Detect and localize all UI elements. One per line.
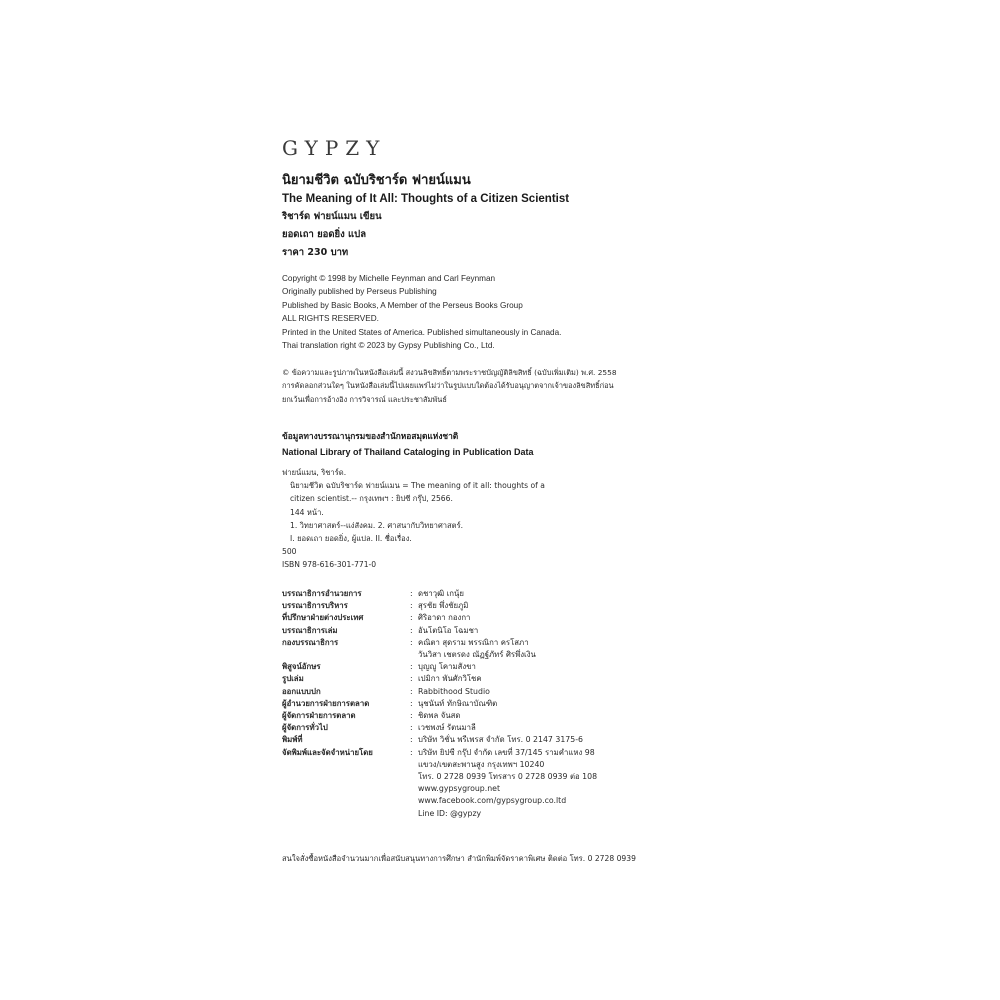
colon: : — [410, 589, 413, 598]
credit-value-wrap — [410, 625, 742, 637]
credit-row — [282, 661, 742, 673]
credit-value: เปมิกา พันศักวิโชค — [418, 674, 482, 684]
credit-row — [282, 698, 742, 710]
credit-row — [282, 600, 742, 612]
copyright-notice-thai — [282, 366, 722, 406]
credit-row — [282, 612, 742, 624]
colon: : — [410, 601, 413, 611]
credit-value: วันวิสา เชตรดง ณัฏฐ์ภัทร์ ศิรพึ่งเงิน — [418, 650, 536, 660]
credit-value: เวชพงษ์ รัตนมาลี — [418, 723, 476, 733]
title-block — [282, 170, 742, 262]
copyright-line: Printed in the United States of America. Published simultaneously in Canada. — [282, 327, 562, 337]
cip-heading — [282, 428, 722, 460]
book-title-english: The Meaning of It All: Thoughts of a Citizen Scientist — [282, 193, 570, 205]
credit-value: ดชาวุฒิ เกนุ้ย — [418, 589, 464, 598]
price-line: ราคา 230 บาท — [282, 247, 349, 258]
credit-label: บรรณาธิการบริหาร — [282, 601, 348, 611]
credit-row — [282, 747, 742, 759]
author-line: ริชาร์ด ฟายน์แมน เขียน — [282, 211, 382, 222]
colon: : — [410, 674, 413, 684]
credits-list — [282, 588, 742, 820]
publisher-phone: โทร. 0 2728 0939 โทรสาร 0 2728 0939 ต่อ 108 — [418, 772, 598, 782]
credit-value-wrap — [410, 661, 742, 673]
credit-value-wrap — [410, 673, 742, 685]
credit-value-wrap — [410, 710, 742, 722]
book-title-thai: นิยามชีวิต ฉบับริชาร์ด ฟายน์แมน — [282, 173, 471, 188]
credit-label: ออกแบบปก — [282, 686, 321, 696]
cip-line: นิยามชีวิต ฉบับริชาร์ด ฟายน์แมน = The meaning of it all: thoughts of a — [290, 481, 545, 491]
credit-label: บรรณาธิการอำนวยการ — [282, 589, 362, 598]
credit-value: นุชนันท์ ทักษิณาบัณฑิต — [418, 698, 498, 708]
credit-label: บรรณาธิการเล่ม — [282, 625, 338, 635]
credit-row — [282, 649, 742, 661]
colon: : — [410, 747, 413, 757]
credit-row — [282, 686, 742, 698]
credit-label: จัดพิมพ์และจัดจำหน่ายโดย — [282, 747, 373, 757]
notice-line: การคัดลอกส่วนใดๆ ในหนังสือเล่มนี้ไปเผยแพร่ไม่ว่าในรูปแบบใดต้องได้รับอนุญาตจากเจ้าของลิขสิทธิ์ก่อน — [282, 381, 614, 391]
credit-value-wrap — [410, 600, 742, 612]
colon: : — [410, 662, 413, 672]
notice-line: ยกเว้นเพื่อการอ้างอิง การวิจารณ์ และประชาสัมพันธ์ — [282, 394, 447, 404]
cip-record — [282, 466, 722, 572]
publisher-address: แขวง/เขตสะพานสูง กรุงเทพฯ 10240 — [418, 759, 545, 769]
credit-value-wrap — [410, 588, 742, 600]
cip-line: ฟายน์แมน, ริชาร์ด. — [282, 468, 347, 477]
credit-value-wrap — [410, 747, 742, 759]
credit-value-wrap — [410, 722, 742, 734]
cip-line: citizen scientist.-- กรุงเทพฯ : ยิปซี กรุ๊ป, 2566. — [290, 494, 453, 504]
credit-value-wrap — [410, 612, 742, 624]
colon: : — [410, 698, 413, 708]
notice-line: © ข้อความและรูปภาพในหนังสือเล่มนี้ สงวนลิขสิทธิ์ตามพระราชบัญญัติลิขสิทธิ์ (ฉบับเพิ่มเติม) พ.ศ. 2558 — [282, 368, 617, 377]
cip-line: 1. วิทยาศาสตร์--แง่สังคม. 2. ศาสนากับวิทยาศาสตร์. — [290, 520, 464, 530]
credit-label: ที่ปรึกษาฝ่ายต่างประเทศ — [282, 613, 364, 623]
credit-row — [282, 710, 742, 722]
credit-value: อันโตนิโอ โฉมชา — [418, 625, 479, 635]
credit-row — [282, 673, 742, 685]
translator-line: ยอดเถา ยอดยิ่ง แปล — [282, 229, 367, 240]
credit-value: ศิริอาดา กองกา — [418, 613, 471, 623]
credit-row — [282, 734, 742, 746]
publisher-logo: GYPZY — [282, 136, 387, 160]
credit-value-wrap — [410, 637, 742, 649]
copyright-line: Originally published by Perseus Publishing — [282, 287, 437, 297]
credit-label: รูปเล่ม — [282, 674, 304, 684]
credit-value-wrap — [410, 734, 742, 746]
credit-label: ผู้จัดการฝ่ายการตลาด — [282, 711, 356, 721]
credit-value-wrap — [410, 649, 742, 661]
credit-row — [282, 588, 742, 600]
credit-label — [282, 649, 410, 661]
cip-heading-thai: ข้อมูลทางบรรณานุกรมของสำนักหอสมุดแห่งชาติ — [282, 431, 459, 441]
cip-line: ISBN 978-616-301-771-0 — [282, 560, 377, 570]
cip-line: 144 หน้า. — [290, 507, 324, 517]
bulk-order-note: สนใจสั่งซื้อหนังสือจำนวนมากเพื่อสนับสนุนทางการศึกษา สำนักพิมพ์จัดราคาพิเศษ ติดต่อ โทร. 0 2728 0939 — [282, 854, 636, 863]
credit-row — [282, 625, 742, 637]
credit-value: สุรชัย พึ่งชัยภูมิ — [418, 601, 469, 611]
credit-label: กองบรรณาธิการ — [282, 637, 339, 647]
publisher-line-id: Line ID: @gypzy — [418, 808, 482, 818]
credit-label: พิมพ์ที่ — [282, 735, 303, 745]
colon: : — [410, 723, 413, 733]
cip-line: I. ยอดเถา ยอดยิ่ง, ผู้แปล. II. ชื่อเรื่อง. — [290, 534, 412, 544]
colon: : — [410, 735, 413, 745]
credit-row — [282, 637, 742, 649]
copyright-line: Copyright © 1998 by Michelle Feynman and Carl Feynman — [282, 274, 496, 283]
credit-value: คณิตา สุดราม พรรณิกา ครโสภา — [418, 637, 529, 647]
cip-heading-english: National Library of Thailand Cataloging in Publication Data — [282, 447, 534, 457]
colon: : — [410, 613, 413, 623]
credit-label: ผู้อำนวยการฝ่ายการตลาด — [282, 698, 370, 708]
credit-value: ชิดพล จันสด — [418, 711, 461, 721]
copyright-line: Thai translation right © 2023 by Gypsy Publishing Co., Ltd. — [282, 341, 495, 351]
credit-value: บริษัท ยิปซี กรุ๊ป จำกัด เลขที่ 37/145 รามคำแหง 98 — [418, 747, 595, 757]
copyright-line: ALL RIGHTS RESERVED. — [282, 314, 379, 324]
copyright-block — [282, 272, 722, 352]
credit-value: บุญญู โคามสังขา — [418, 662, 476, 672]
credit-value-wrap — [410, 686, 742, 698]
publisher-website: www.gypsygroup.net — [418, 784, 501, 794]
credit-value-wrap — [410, 698, 742, 710]
colon: : — [410, 711, 413, 721]
credit-value: บริษัท วิชั่น พรีเพรส จำกัด โทร. 0 2147 3175-6 — [418, 735, 583, 745]
cip-line: 500 — [282, 547, 297, 557]
colon: : — [410, 637, 413, 647]
credit-value: Rabbithood Studio — [418, 686, 490, 696]
copyright-line: Published by Basic Books, A Member of the Perseus Books Group — [282, 300, 523, 310]
publisher-facebook: www.facebook.com/gypsygroup.co.ltd — [418, 796, 567, 806]
credit-label: ผู้จัดการทั่วไป — [282, 723, 328, 733]
colon: : — [410, 625, 413, 635]
colon: : — [410, 686, 413, 696]
credit-label: พิสูจน์อักษร — [282, 662, 321, 672]
credit-row — [282, 722, 742, 734]
